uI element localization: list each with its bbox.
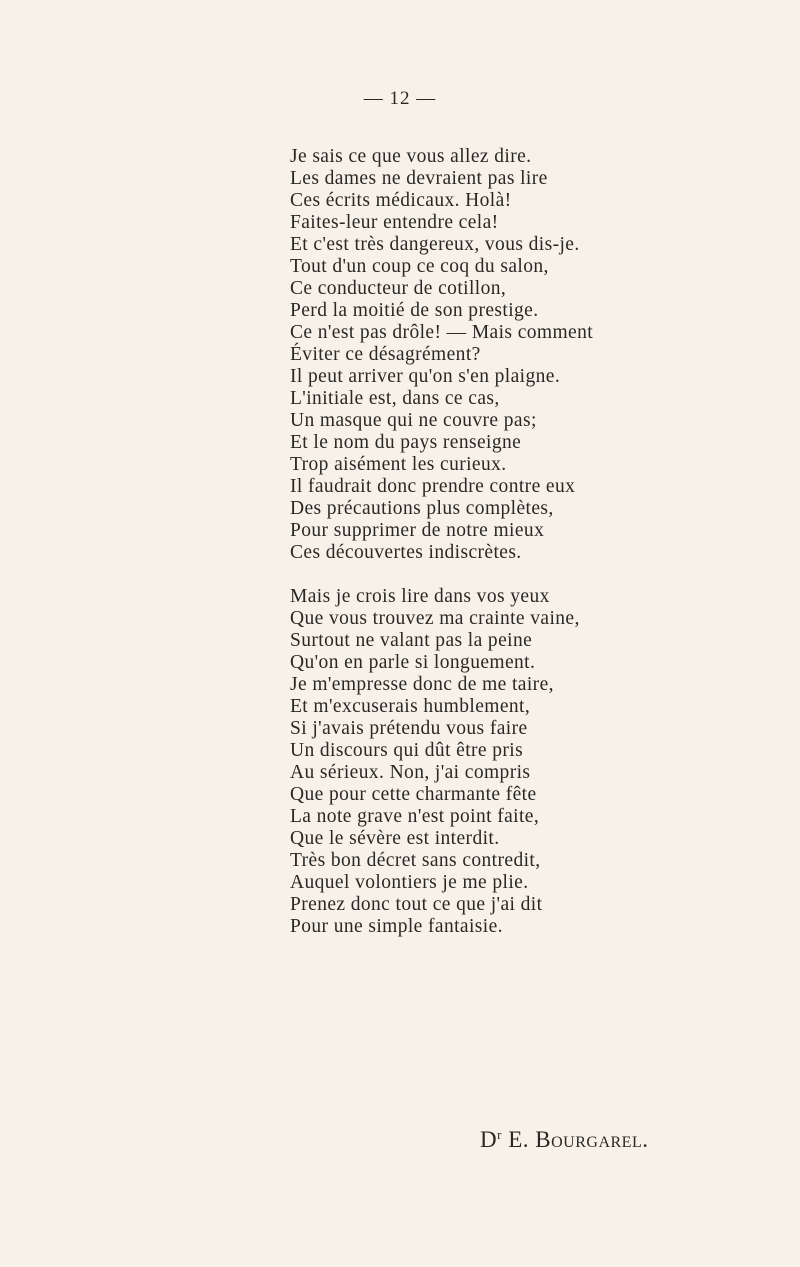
poem-line: Un masque qui ne couvre pas; <box>290 410 537 431</box>
poem-line: Ces écrits médicaux. Holà! <box>290 190 512 211</box>
signature-name: E. Bourgarel. <box>508 1127 649 1152</box>
poem-line: Éviter ce désagrément? <box>290 344 481 365</box>
poem-line: Pour supprimer de notre mieux <box>290 520 545 541</box>
poem-line: Surtout ne valant pas la peine <box>290 630 533 651</box>
poem-line: Tout d'un coup ce coq du salon, <box>290 256 549 277</box>
poem-line: Et m'excuserais humblement, <box>290 696 531 717</box>
poem-line: Des précautions plus complètes, <box>290 498 554 519</box>
stanza-1 <box>290 146 593 564</box>
poem-line: Auquel volontiers je me plie. <box>290 872 529 893</box>
poem <box>290 146 593 938</box>
page-number: — 12 — <box>363 88 437 109</box>
signature-prefix-superscript: r <box>497 1127 502 1142</box>
poem-line: Perd la moitié de son prestige. <box>290 300 539 321</box>
poem-line: Mais je crois lire dans vos yeux <box>290 586 550 607</box>
poem-line: Les dames ne devraient pas lire <box>290 168 548 189</box>
poem-line: Ce n'est pas drôle! — Mais comment <box>290 322 594 343</box>
poem-line: Un discours qui dût être pris <box>290 740 524 761</box>
poem-line: Je m'empresse donc de me taire, <box>290 674 554 695</box>
poem-line: Je sais ce que vous allez dire. <box>290 146 532 167</box>
poem-line: L'initiale est, dans ce cas, <box>290 388 500 409</box>
poem-line: Il peut arriver qu'on s'en plaigne. <box>290 366 561 387</box>
poem-line: Et c'est très dangereux, vous dis-je. <box>290 234 580 255</box>
poem-line: Que le sévère est interdit. <box>290 828 500 849</box>
poem-line: Il faudrait donc prendre contre eux <box>290 476 576 497</box>
poem-line: Ce conducteur de cotillon, <box>290 278 507 299</box>
poem-line: Très bon décret sans contredit, <box>290 850 541 871</box>
poem-line: Ces découvertes indiscrètes. <box>290 542 522 563</box>
signature-prefix: D <box>480 1127 498 1152</box>
poem-line: Et le nom du pays renseigne <box>290 432 522 453</box>
poem-line: Que vous trouvez ma crainte vaine, <box>290 608 580 629</box>
poem-line: Qu'on en parle si longuement. <box>290 652 536 673</box>
poem-line: Faites-leur entendre cela! <box>290 212 499 233</box>
poem-line: Prenez donc tout ce que j'ai dit <box>290 894 543 915</box>
poem-line: Au sérieux. Non, j'ai compris <box>290 762 531 783</box>
signature <box>480 1127 648 1153</box>
stanza-2 <box>290 586 593 938</box>
poem-line: Que pour cette charmante fête <box>290 784 537 805</box>
poem-line: Trop aisément les curieux. <box>290 454 507 475</box>
poem-line: La note grave n'est point faite, <box>290 806 540 827</box>
poem-line: Si j'avais prétendu vous faire <box>290 718 528 739</box>
poem-line: Pour une simple fantaisie. <box>290 916 503 937</box>
